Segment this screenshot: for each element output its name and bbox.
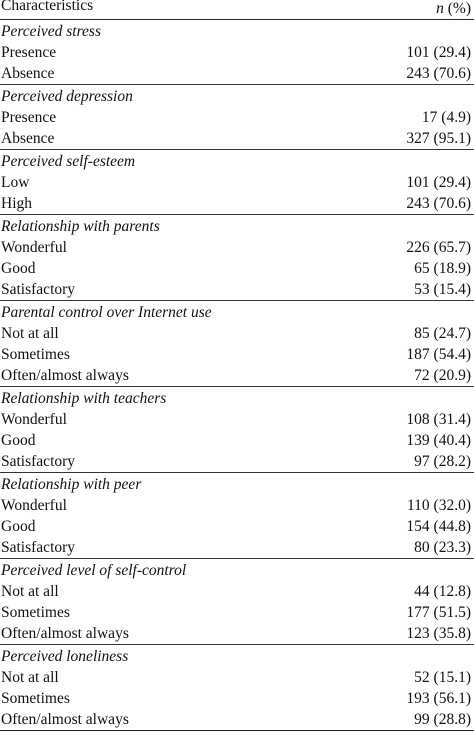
row-value: 243 (70.6) — [406, 195, 471, 212]
row-value: 80 (23.3) — [414, 539, 471, 556]
row-label: Not at all — [1, 583, 59, 600]
table-body — [0, 20, 474, 731]
row-value: 177 (51.5) — [406, 604, 471, 621]
row-value: 72 (20.9) — [414, 367, 471, 384]
table-section — [0, 645, 474, 731]
table-row — [0, 516, 474, 537]
row-value: 101 (29.4) — [406, 44, 471, 61]
row-label: Satisfactory — [1, 539, 76, 556]
table-row — [0, 344, 474, 365]
row-label: Often/almost always — [1, 711, 129, 728]
table-row — [0, 495, 474, 516]
table-row — [0, 602, 474, 623]
table-row — [0, 430, 474, 451]
row-label: Wonderful — [1, 239, 67, 256]
row-label: Wonderful — [1, 497, 67, 514]
row-value: 154 (44.8) — [406, 518, 471, 535]
table-row — [0, 623, 474, 644]
section-title-row — [0, 302, 474, 323]
row-label: Sometimes — [1, 604, 70, 621]
header-percent: (%) — [447, 0, 471, 17]
section-title: Relationship with parents — [1, 218, 160, 235]
row-label: Presence — [1, 44, 57, 61]
section-title: Perceived loneliness — [1, 648, 129, 665]
row-value: 226 (65.7) — [406, 239, 471, 256]
row-value: 101 (29.4) — [406, 174, 471, 191]
table-row — [0, 451, 474, 472]
row-label: Absence — [1, 65, 55, 82]
row-value: 99 (28.8) — [414, 711, 471, 728]
row-label: Satisfactory — [1, 281, 76, 298]
row-value: 193 (56.1) — [406, 690, 471, 707]
table-row — [0, 688, 474, 709]
row-value: 110 (32.0) — [407, 497, 471, 514]
row-label: Satisfactory — [1, 453, 76, 470]
table-row — [0, 409, 474, 430]
section-title: Perceived level of self-control — [1, 562, 187, 579]
header-characteristics: Characteristics — [1, 0, 94, 14]
section-title-row — [0, 86, 474, 107]
section-title-row — [0, 388, 474, 409]
table-section — [0, 20, 474, 85]
row-label: Absence — [1, 130, 55, 147]
row-label: Not at all — [1, 669, 59, 686]
row-label: Sometimes — [1, 690, 70, 707]
section-title: Relationship with teachers — [1, 390, 167, 407]
header-n-percent — [436, 0, 471, 18]
section-title-row — [0, 151, 474, 172]
row-label: Sometimes — [1, 346, 70, 363]
table-row — [0, 365, 474, 386]
table-row — [0, 279, 474, 300]
row-value: 327 (95.1) — [406, 130, 471, 147]
table-section — [0, 215, 474, 301]
section-title-row — [0, 646, 474, 667]
row-label: Good — [1, 260, 36, 277]
table-row — [0, 581, 474, 602]
row-label: Often/almost always — [1, 625, 129, 642]
section-title: Perceived depression — [1, 88, 133, 105]
table-row — [0, 172, 474, 193]
row-label: Good — [1, 518, 36, 535]
section-title-row — [0, 216, 474, 237]
section-title: Perceived self-esteem — [1, 153, 136, 170]
section-title: Parental control over Internet use — [1, 304, 212, 321]
section-title: Perceived stress — [1, 23, 101, 40]
row-value: 108 (31.4) — [406, 411, 471, 428]
table-row — [0, 237, 474, 258]
row-label: Often/almost always — [1, 367, 129, 384]
table-row — [0, 258, 474, 279]
header-n: n — [436, 0, 444, 17]
table-row — [0, 107, 474, 128]
row-value: 65 (18.9) — [414, 260, 471, 277]
row-value: 187 (54.4) — [406, 346, 471, 363]
row-value: 52 (15.1) — [414, 669, 471, 686]
row-label: Low — [1, 174, 30, 191]
row-label: Presence — [1, 109, 57, 126]
row-value: 44 (12.8) — [414, 583, 471, 600]
row-value: 85 (24.7) — [414, 325, 471, 342]
table-section — [0, 301, 474, 387]
table-row — [0, 667, 474, 688]
table-section — [0, 387, 474, 473]
section-title-row — [0, 21, 474, 42]
row-label: Good — [1, 432, 36, 449]
table-row — [0, 537, 474, 558]
table-row — [0, 709, 474, 730]
section-title-row — [0, 474, 474, 495]
row-label: High — [1, 195, 32, 212]
table-row — [0, 128, 474, 149]
row-value: 17 (4.9) — [421, 109, 471, 126]
table-row — [0, 193, 474, 214]
table-section — [0, 559, 474, 645]
table-row — [0, 42, 474, 63]
table-section — [0, 85, 474, 150]
row-value: 97 (28.2) — [414, 453, 471, 470]
table-header — [0, 0, 474, 20]
row-value: 123 (35.8) — [406, 625, 471, 642]
row-value: 139 (40.4) — [406, 432, 471, 449]
table-section — [0, 473, 474, 559]
row-label: Not at all — [1, 325, 59, 342]
row-label: Wonderful — [1, 411, 67, 428]
table-row — [0, 323, 474, 344]
row-value: 243 (70.6) — [406, 65, 471, 82]
section-title: Relationship with peer — [1, 476, 142, 493]
table-row — [0, 63, 474, 84]
row-value: 53 (15.4) — [414, 281, 471, 298]
section-title-row — [0, 560, 474, 581]
table-section — [0, 150, 474, 215]
